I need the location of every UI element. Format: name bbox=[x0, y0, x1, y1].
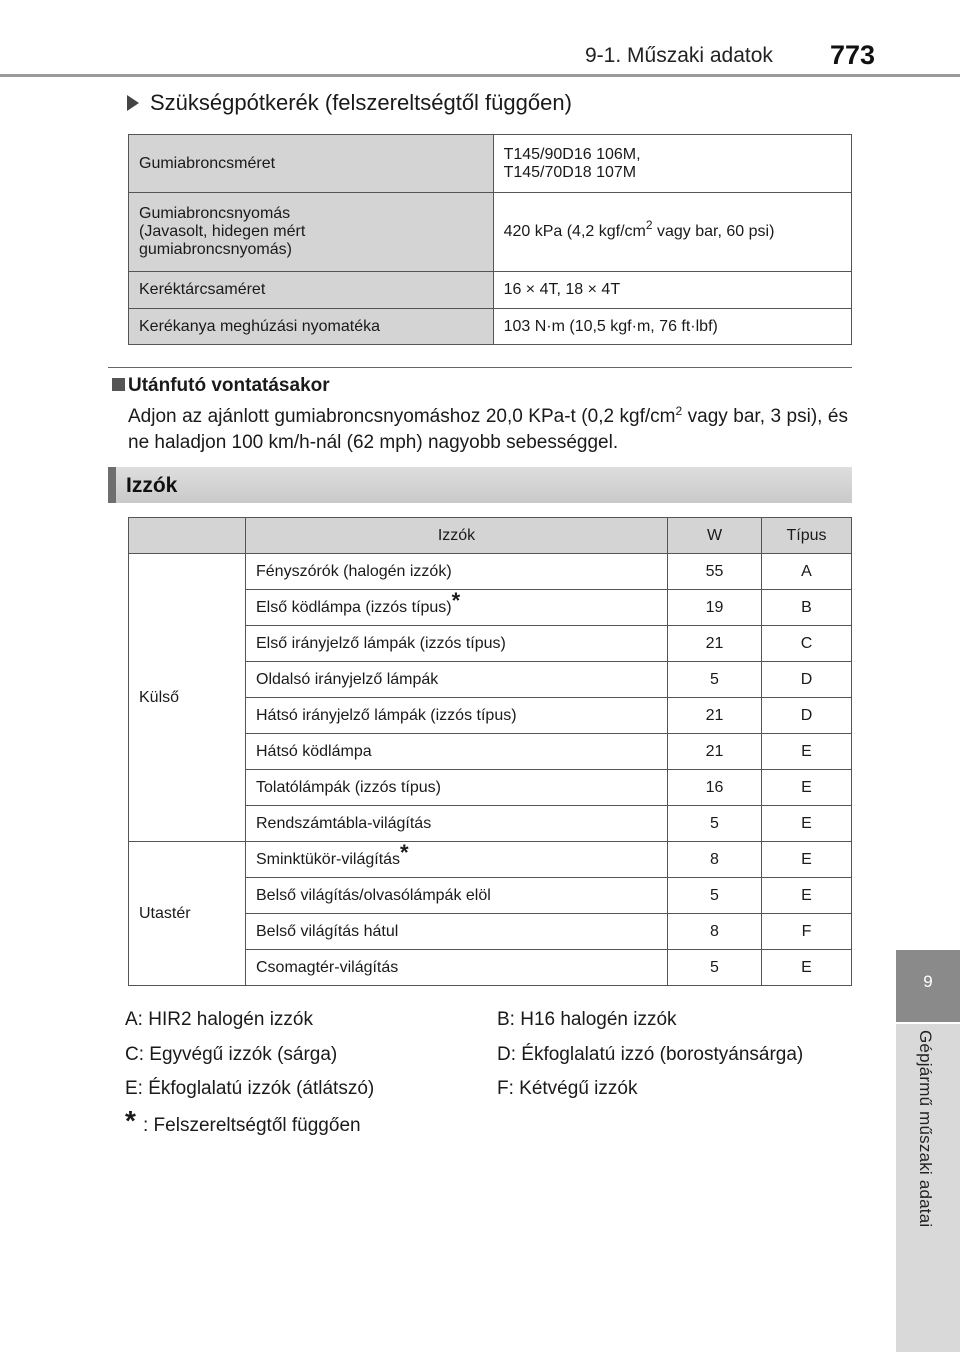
bulb-type: E bbox=[762, 734, 852, 770]
label-line: (Javasolt, hidegen mért bbox=[139, 223, 306, 240]
bulb-type: F bbox=[762, 914, 852, 950]
bulb-name: Oldalsó irányjelző lámpák bbox=[246, 662, 668, 698]
value-line: T145/90D16 106M, bbox=[503, 145, 641, 163]
bulb-name: Fényszórók (halogén izzók) bbox=[246, 554, 668, 590]
bulb-watt: 5 bbox=[668, 806, 762, 842]
legend-item: F: Kétvégű izzók bbox=[497, 1078, 638, 1099]
table-cell-value bbox=[493, 193, 851, 272]
bulbs-table bbox=[128, 517, 852, 986]
legend-item: B: H16 halogén izzók bbox=[497, 1009, 677, 1030]
bulb-type: E bbox=[762, 842, 852, 878]
bulb-watt: 21 bbox=[668, 698, 762, 734]
bulb-type: B bbox=[762, 590, 852, 626]
bulb-name: Tolatólámpák (izzós típus) bbox=[246, 770, 668, 806]
bulb-type: A bbox=[762, 554, 852, 590]
bulb-name-cell bbox=[246, 587, 668, 626]
bulb-type: D bbox=[762, 662, 852, 698]
label-line: Gumiabroncsnyomás bbox=[139, 205, 291, 222]
bulb-watt: 5 bbox=[668, 878, 762, 914]
legend-item: D: Ékfoglalatú izzó (borostyánsárga) bbox=[497, 1044, 804, 1065]
section-header-bar bbox=[108, 467, 852, 503]
table-row bbox=[129, 309, 852, 345]
section-title: 9-1. Műszaki adatok bbox=[585, 44, 773, 67]
page-number: 773 bbox=[830, 40, 876, 70]
section-divider bbox=[108, 367, 852, 368]
towing-text: Adjon az ajánlott gumiabroncsnyomáshoz 20,0 KPa-t (0,2 kgf/cm bbox=[128, 406, 676, 427]
bulb-name: Sminktükör-világítás bbox=[256, 850, 401, 868]
table-cell-value bbox=[493, 135, 851, 193]
header-cell-watt: W bbox=[668, 518, 762, 554]
table-row bbox=[129, 272, 852, 309]
footnote-text: : Felszereltségtől függően bbox=[143, 1115, 361, 1136]
bulb-watt: 8 bbox=[668, 914, 762, 950]
bulb-name: Belső világítás hátul bbox=[246, 914, 668, 950]
bulb-watt: 16 bbox=[668, 770, 762, 806]
header-cell-empty bbox=[129, 518, 246, 554]
table-cell-label bbox=[129, 193, 494, 272]
table-cell-label: Gumiabroncsméret bbox=[129, 135, 494, 193]
footnote-star: * bbox=[125, 1105, 136, 1136]
table-cell-label: Keréktárcsaméret bbox=[129, 272, 494, 309]
bulb-name-cell bbox=[246, 839, 668, 878]
group-cell: Utastér bbox=[129, 842, 246, 986]
value-line: T145/70D18 107M bbox=[503, 163, 637, 181]
table-cell-label: Kerékanya meghúzási nyomatéka bbox=[129, 309, 494, 345]
superscript: 2 bbox=[645, 218, 653, 232]
section-header-marker bbox=[108, 467, 116, 503]
legend-item: E: Ékfoglalatú izzók (átlátszó) bbox=[125, 1078, 375, 1099]
table-header-row bbox=[129, 518, 852, 554]
header-cell-type: Típus bbox=[762, 518, 852, 554]
square-bullet-icon bbox=[112, 378, 125, 391]
bulb-name: Hátsó irányjelző lámpák (izzós típus) bbox=[246, 698, 668, 734]
spare-tire-heading-text: Szükségpótkerék (felszereltségtől függően) bbox=[150, 90, 572, 115]
header-cell-bulbs: Izzók bbox=[246, 518, 668, 554]
bulb-watt: 21 bbox=[668, 734, 762, 770]
bulb-watt: 5 bbox=[668, 662, 762, 698]
triangle-bullet-icon bbox=[127, 95, 139, 111]
chapter-number: 9 bbox=[923, 972, 933, 991]
bulb-type: E bbox=[762, 950, 852, 986]
table-cell-value: 103 N·m (10,5 kgf·m, 76 ft·lbf) bbox=[493, 309, 851, 345]
bulb-watt: 55 bbox=[668, 554, 762, 590]
bulb-watt: 5 bbox=[668, 950, 762, 986]
group-cell: Külső bbox=[129, 554, 246, 842]
table-row bbox=[129, 193, 852, 272]
towing-text-rest: vagy bar, 3 psi), és ne haladjon 100 km/h-nál (62 mph) nagyobb sebességgel. bbox=[128, 406, 848, 453]
bulb-type: D bbox=[762, 698, 852, 734]
spare-tire-table bbox=[128, 134, 852, 345]
chapter-label: Gépjármű műszaki adatai bbox=[916, 1030, 935, 1228]
pressure-value: 420 kPa (4,2 kgf/cm bbox=[503, 223, 646, 240]
towing-title: Utánfutó vontatásakor bbox=[128, 375, 330, 396]
bulb-type: C bbox=[762, 626, 852, 662]
bulb-watt: 8 bbox=[668, 842, 762, 878]
table-cell-value: 16 × 4T, 18 × 4T bbox=[493, 272, 851, 309]
bulb-name: Csomagtér-világítás bbox=[246, 950, 668, 986]
bulb-type: E bbox=[762, 878, 852, 914]
bulbs-section-title: Izzók bbox=[126, 474, 178, 497]
footnote-star: * bbox=[400, 839, 409, 865]
bulb-watt: 19 bbox=[668, 590, 762, 626]
table-row bbox=[129, 842, 852, 878]
footnote-star: * bbox=[451, 587, 461, 613]
header-divider bbox=[0, 74, 960, 77]
pressure-value-rest: vagy bar, 60 psi) bbox=[652, 223, 775, 240]
legend-item: C: Egyvégű izzók (sárga) bbox=[125, 1044, 338, 1065]
bulb-name: Belső világítás/olvasólámpák elöl bbox=[246, 878, 668, 914]
label-line: gumiabroncsnyomás) bbox=[139, 241, 292, 258]
bulb-type: E bbox=[762, 806, 852, 842]
legend-item: A: HIR2 halogén izzók bbox=[125, 1009, 313, 1030]
bulb-name: Első irányjelző lámpák (izzós típus) bbox=[246, 626, 668, 662]
superscript: 2 bbox=[675, 404, 683, 418]
bulb-name: Hátsó ködlámpa bbox=[246, 734, 668, 770]
bulb-name: Első ködlámpa (izzós típus) bbox=[256, 598, 452, 616]
spare-tire-heading bbox=[127, 90, 572, 116]
chapter-tab bbox=[896, 950, 960, 1022]
bulb-type: E bbox=[762, 770, 852, 806]
table-row bbox=[129, 554, 852, 590]
bulb-name: Rendszámtábla-világítás bbox=[246, 806, 668, 842]
towing-paragraph bbox=[128, 404, 848, 456]
table-row bbox=[129, 135, 852, 193]
bulb-watt: 21 bbox=[668, 626, 762, 662]
